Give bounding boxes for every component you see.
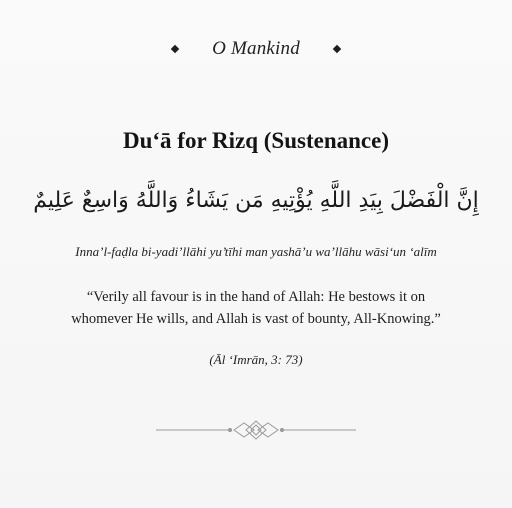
transliteration: Inna’l-faḍla bi-yadi’llāhi yu’tīhi man yashā’u wa’llāhu wāsi‘un ‘alīm: [75, 244, 437, 259]
diamond-right-icon: [333, 45, 341, 53]
translation: “Verily all favour is in the hand of Allah: He bestows it on whomever He wills, and Allah is vast of bounty, All-Knowing.”: [71, 289, 441, 327]
verse-reference: (Āl ‘Imrān, 3: 73): [209, 352, 303, 367]
diamond-left-icon: [171, 45, 179, 53]
header-subtitle: O Mankind: [212, 38, 300, 59]
page-title: Du‘ā for Rizq (Sustenance): [123, 128, 389, 153]
header: [0, 38, 512, 60]
arabic-verse: إِنَّ الْفَضْلَ بِيَدِ اللَّهِ يُؤْتِيهِ مَن يَشَاءُ وَاللَّهُ وَاسِعٌ عَلِيمٌ: [33, 188, 479, 213]
ornament-divider-icon: [156, 418, 356, 442]
